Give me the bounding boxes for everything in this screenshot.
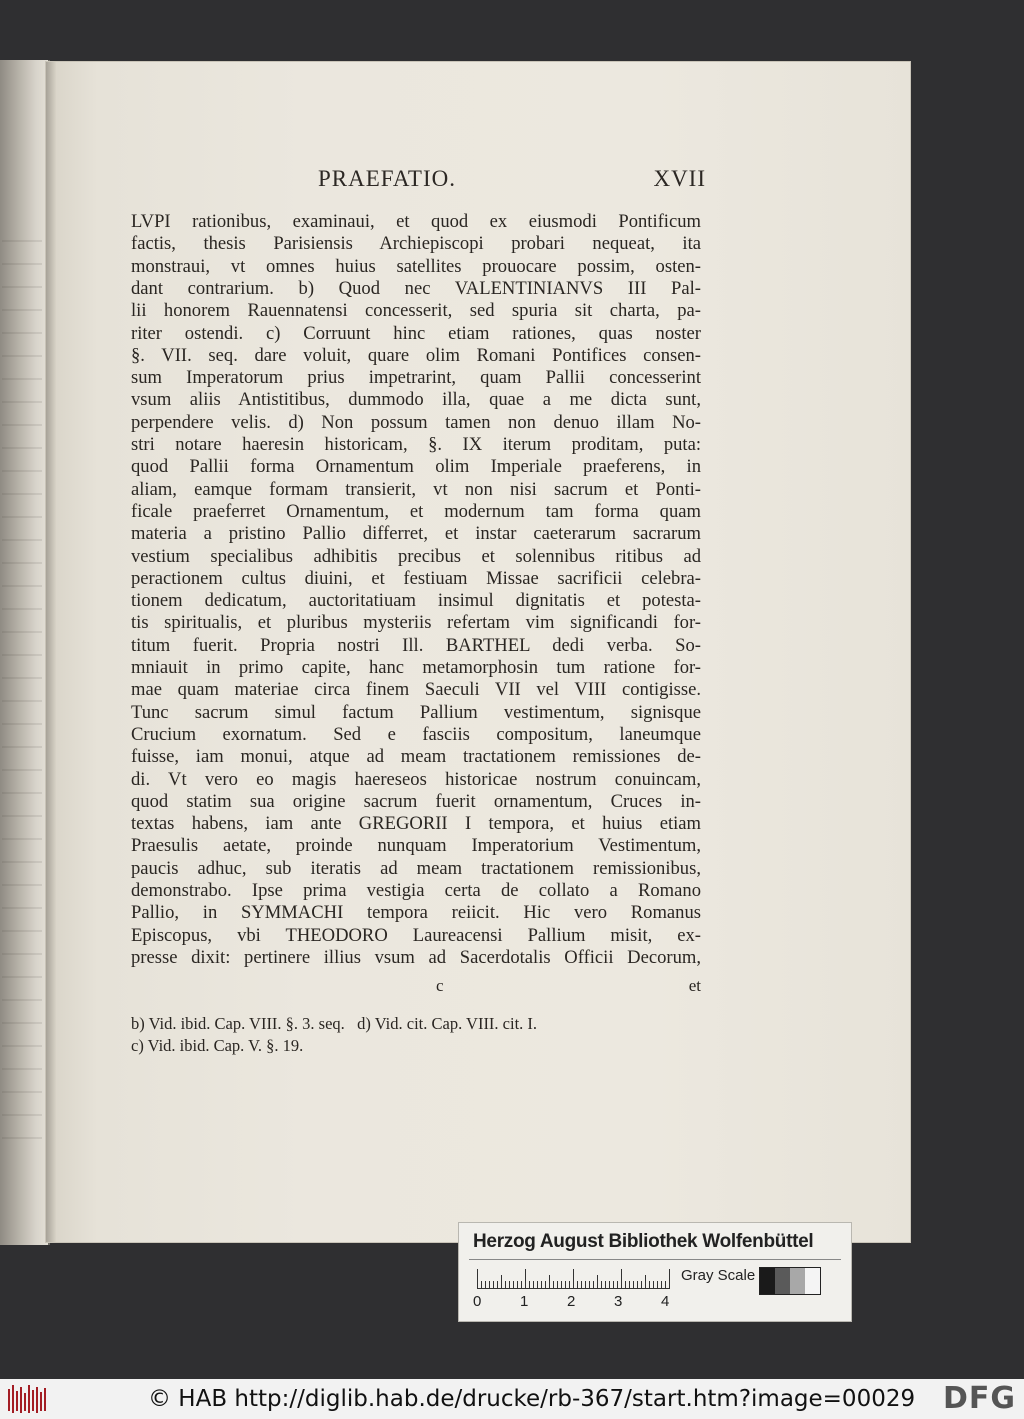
text-line: di. Vt vero eo magis haereseos historicae nostrum conuincam, [131,768,701,790]
text-line: sum Imperatorum prius impetrarint, quam Pallii concesserint [131,367,701,389]
copyright-url-text[interactable]: © HAB http://diglib.hab.de/drucke/rb-367/start.htm?image=00029 [148,1386,916,1412]
scale-ruler [477,1267,669,1289]
text-line: Episcopus, vbi THEODORO Laureacensi Pallium misit, ex- [131,924,701,946]
ruler-tick [669,1269,670,1289]
ruler-tick [525,1269,526,1289]
ruler-tick [641,1281,642,1289]
text-line: LVPI rationibus, examinaui, et quod ex eiusmodi Pontificum [131,211,701,232]
ruler-tick [645,1275,646,1289]
ruler-tick [521,1281,522,1289]
ruler-tick [517,1281,518,1289]
ruler-tick [477,1269,478,1289]
ruler-label: 0 [473,1293,482,1310]
text-line: Crucium exornatum. Sed e fasciis compositum, laneumque [131,723,701,745]
text-line: aliam, eamque formam transierit, vt non nisi sacrum et Ponti- [131,478,701,500]
text-line: presse dixit: pertinere illius vsum ad Sacerdotalis Officii Decorum, [131,946,701,968]
text-line: riter ostendi. c) Corruunt hinc etiam rationes, quas noster [131,322,701,344]
ruler-tick [509,1281,510,1289]
text-line: tionem dedicatum, auctoritatiuam insimul dignitatis et potesta- [131,590,701,612]
ruler-tick [577,1281,578,1289]
dfg-logo: DFG [942,1381,1016,1416]
text-line: quod Pallii forma Ornamentum olim Imperiale praeferens, in [131,456,701,478]
ruler-tick [513,1281,514,1289]
ruler-tick [565,1281,566,1289]
text-line: perpendere velis. d) Non possum tamen non denuo illam No- [131,411,701,433]
ruler-tick [529,1281,530,1289]
ruler-tick [545,1281,546,1289]
ruler-tick [589,1281,590,1289]
gray-swatch [805,1268,820,1294]
text-line: mniauit in primo capite, hanc metamorphosin tum ratione for- [131,657,701,678]
ruler-tick [537,1281,538,1289]
ruler-tick [597,1275,598,1289]
text-line: vsum aliis Antistitibus, dummodo illa, quae a me dicta sunt, [131,389,701,411]
ruler-tick [493,1281,494,1289]
page-gutter-shadow [46,62,56,1242]
ruler-tick [593,1281,594,1289]
ruler-tick [557,1281,558,1289]
text-line: monstraui, vt omnes huius satellites prouocare possim, osten- [131,255,701,277]
ruler-tick [585,1281,586,1289]
ruler-tick [533,1281,534,1289]
text-line: §. VII. seq. dare voluit, quare olim Romani Pontifices consen- [131,344,701,366]
library-name: Herzog August Bibliothek Wolfenbüttel [473,1231,814,1252]
text-line: mae quam materiae circa finem Saeculi VII vel VIII contigisse. [131,679,701,701]
ruler-tick [505,1281,506,1289]
ruler-tick [549,1275,550,1289]
ruler-tick [561,1281,562,1289]
card-divider [469,1259,841,1260]
running-title: PRAEFATIO. [318,166,457,191]
ruler-tick [573,1269,574,1289]
gray-scale-swatches [759,1267,821,1295]
text-line: Tunc sacrum simul factum Pallium vestimentum, signisque [131,701,701,723]
gray-scale-label: Gray Scale [681,1267,756,1284]
ruler-tick [633,1281,634,1289]
text-line: textas habens, iam ante GREGORII I tempora, et huius etiam [131,813,701,835]
ruler-tick [625,1281,626,1289]
ruler-tick [541,1281,542,1289]
text-line: vestium specialibus adhibitis precibus et solennibus ritibus ad [131,545,701,567]
text-line: Pallio, in SYMMACHI tempora reiicit. Hic vero Romanus [131,902,701,924]
hab-barcode-logo-icon [8,1385,48,1413]
ruler-tick [637,1281,638,1289]
ruler-tick [601,1281,602,1289]
text-line: tis spiritualis, et pluribus mysteriis refertam vim significandi for- [131,612,701,634]
ruler-tick [481,1281,482,1289]
text-line: materia a pristino Pallio differret, et instar caeterarum sacrarum [131,523,701,545]
ruler-tick [497,1281,498,1289]
running-header [318,166,706,200]
ruler-tick [613,1281,614,1289]
text-line: paucis adhuc, sub iteratis ad meam tractationem remissionibus, [131,857,701,879]
text-line: factis, thesis Parisiensis Archiepiscopi probari nequeat, ita [131,233,701,255]
gray-swatch [790,1268,805,1294]
ruler-tick [649,1281,650,1289]
text-line: titum fuerit. Propria nostri Ill. BARTHEL dedi verba. So- [131,634,701,656]
ruler-tick [489,1281,490,1289]
ruler-tick [657,1281,658,1289]
footnote: b) Vid. ibid. Cap. VIII. §. 3. seq. d) Vid. cit. Cap. VIII. cit. I. [131,1014,538,1033]
text-line: Praesulis aetate, proinde nunquam Imperatorium Vestimentum, [131,835,701,857]
gray-swatch [775,1268,790,1294]
ruler-label: 3 [614,1293,623,1310]
text-line: quod statim sua origine sacrum fuerit ornamentum, Cruces in- [131,790,701,812]
ruler-tick [617,1281,618,1289]
text-line: lii honorem Rauennatensi concesserit, sed spuria sit charta, pa- [131,300,701,322]
text-line: demonstrabo. Ipse prima vestigia certa de collato a Romano [131,880,701,901]
ruler-tick [621,1269,622,1289]
text-line: peractionem cultus diuini, et festiuam Missae sacrificii celebra- [131,567,701,589]
catchword: et [688,976,701,995]
ruler-tick [581,1281,582,1289]
ruler-tick [501,1275,502,1289]
ruler-tick [661,1281,662,1289]
text-line: ficale praeferret Ornamentum, et modernum tam forma quam [131,500,701,522]
signature-mark: c [436,976,444,995]
viewer-footer-bar [0,1379,1024,1419]
ruler-label: 4 [661,1293,670,1310]
previous-page-edge [0,60,50,1245]
text-line: stri notare haeresin historicam, §. IX iterum proditam, puta: [131,434,701,455]
ruler-tick [653,1281,654,1289]
gray-swatch [760,1268,775,1294]
footnote: c) Vid. ibid. Cap. V. §. 19. [131,1036,304,1055]
ruler-tick [665,1281,666,1289]
page-number: XVII [653,166,706,191]
ruler-tick [609,1281,610,1289]
ruler-tick [605,1281,606,1289]
text-line: fuisse, iam monui, atque ad meam tractationem remissiones de- [131,746,701,768]
ruler-tick [553,1281,554,1289]
ruler-label: 2 [567,1293,576,1310]
ruler-label: 1 [520,1293,529,1310]
text-line: dant contrarium. b) Quod nec VALENTINIANVS III Pal- [131,277,701,299]
color-reference-card [458,1222,852,1322]
ruler-tick [485,1281,486,1289]
signature-line [131,976,701,998]
ruler-labels [473,1293,673,1313]
ruler-tick [569,1281,570,1289]
ruler-tick [629,1281,630,1289]
